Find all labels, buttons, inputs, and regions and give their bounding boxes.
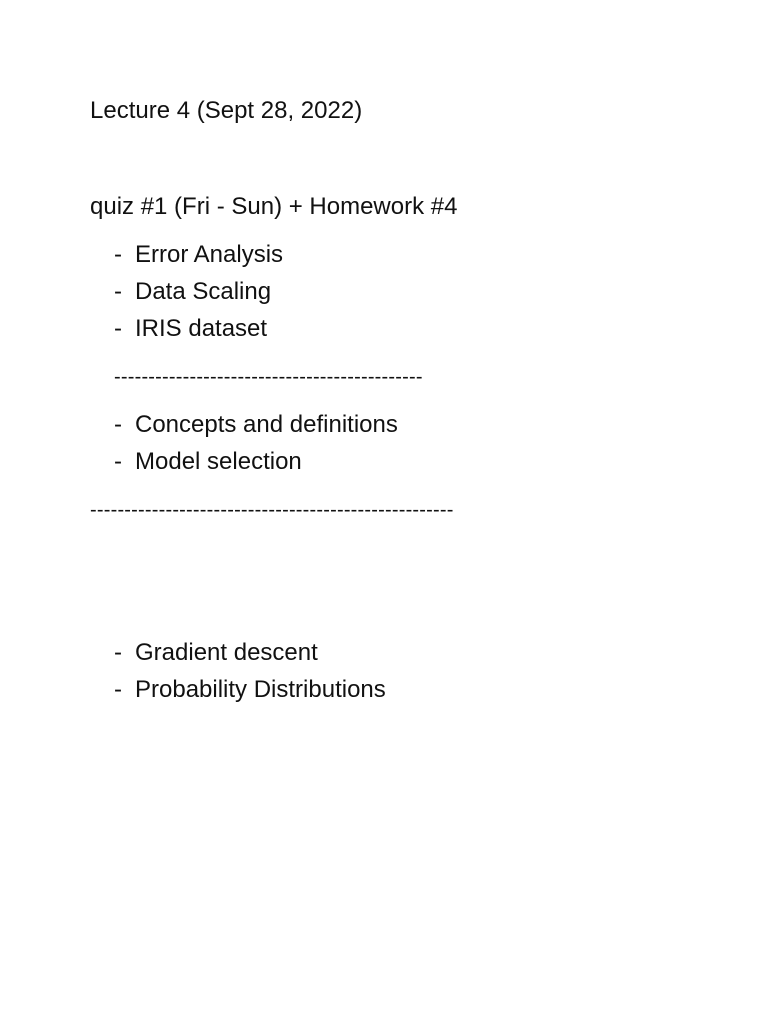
lecture-title: Lecture 4 (Sept 28, 2022) [90, 97, 363, 124]
list-item [114, 638, 386, 675]
list-item [114, 314, 283, 351]
list-item-text: Data Scaling [135, 278, 272, 305]
separator-line-long: ----------------------------------------------------- [90, 499, 454, 521]
bullet-dash: - [114, 639, 122, 666]
list-item-text: Error Analysis [135, 241, 284, 268]
list-item [114, 447, 398, 484]
list-item-text: Probability Distributions [135, 676, 386, 703]
list-item-text: Gradient descent [135, 639, 318, 666]
list-item [114, 240, 283, 277]
bullet-dash: - [114, 315, 122, 342]
bullet-list-group2 [114, 410, 398, 484]
bullet-list-group1 [114, 240, 283, 351]
bullet-list-group3 [114, 638, 386, 712]
list-item-text: IRIS dataset [135, 315, 268, 342]
bullet-dash: - [114, 241, 122, 268]
list-item [114, 410, 398, 447]
bullet-dash: - [114, 676, 122, 703]
separator-line: --------------------------------------------- [114, 366, 423, 388]
list-item [114, 675, 386, 712]
list-item-text: Model selection [135, 448, 302, 475]
bullet-dash: - [114, 411, 122, 438]
list-item-text: Concepts and definitions [135, 411, 398, 438]
bullet-dash: - [114, 448, 122, 475]
list-item [114, 277, 283, 314]
bullet-dash: - [114, 278, 122, 305]
quiz-homework-line: quiz #1 (Fri - Sun) + Homework #4 [90, 193, 458, 220]
